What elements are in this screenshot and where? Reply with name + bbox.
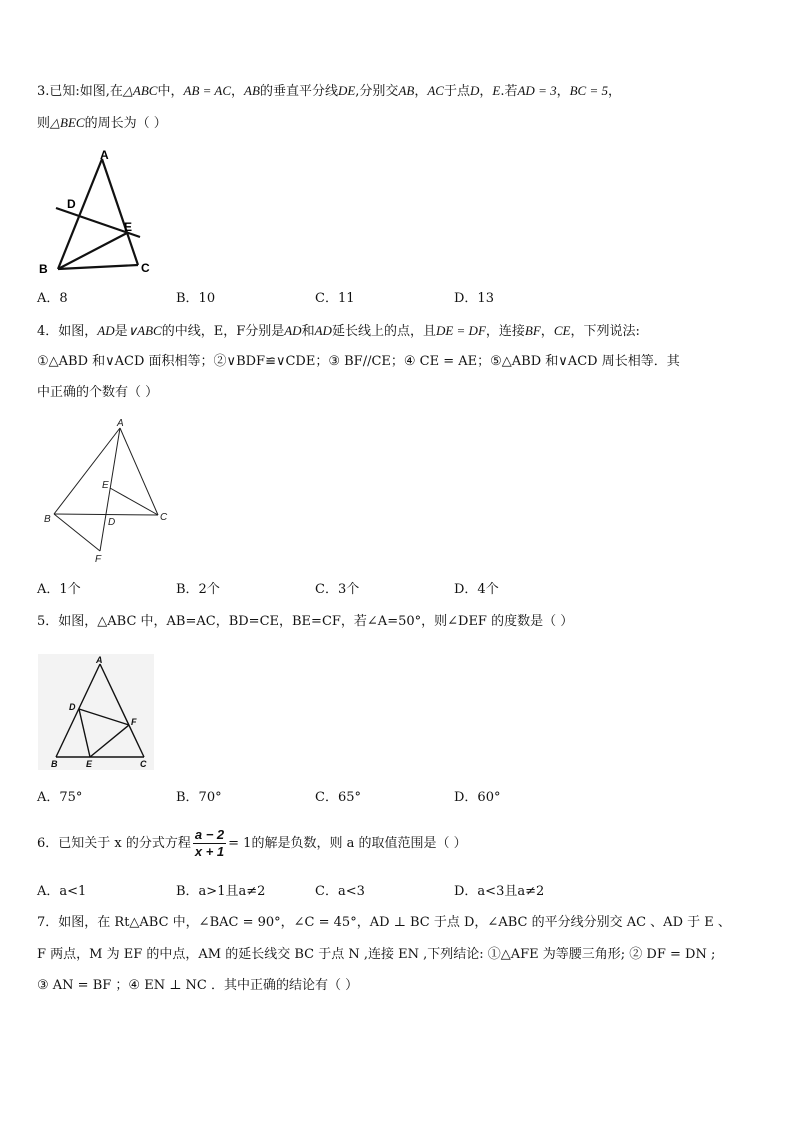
q7-text-line1: 7．如图，在 Rt△ABC 中，∠BAC = 90°，∠C = 45°，AD ⊥ BC 于点 D，∠ABC 的平分线分别交 AC 、AD 于 E 、 xyxy=(37,915,731,930)
q4-option-d[interactable]: D．4个 xyxy=(454,582,499,597)
q6-option-b[interactable]: B．a>1且a≠2 xyxy=(176,884,266,899)
q6-option-c[interactable]: C．a<3 xyxy=(315,884,365,899)
q6-option-d[interactable]: D．a<3且a≠2 xyxy=(454,884,545,899)
q4-label-e: E xyxy=(102,480,109,491)
q5-label-c: C xyxy=(140,759,147,769)
q4-label-b: B xyxy=(44,514,51,525)
q4-option-c[interactable]: C．3个 xyxy=(315,582,360,597)
q3-segment-bc xyxy=(58,265,138,269)
q5-option-a[interactable]: A．75° xyxy=(37,790,83,805)
q4-figure xyxy=(38,414,178,572)
q3-option-c[interactable]: C．11 xyxy=(315,291,355,306)
q5-option-c[interactable]: C．65° xyxy=(315,790,361,805)
q7-text-line3: ③ AN = BF ；④ EN ⊥ NC ．其中正确的结论有（ ） xyxy=(37,978,359,993)
q4-label-c: C xyxy=(160,512,168,523)
q3-label-e: E xyxy=(124,220,133,234)
q3-segment-ab xyxy=(58,159,102,269)
q3-option-b[interactable]: B．10 xyxy=(176,291,216,306)
q4-label-d: D xyxy=(108,517,116,528)
q4-label-f: F xyxy=(95,554,102,565)
q3-segment-be xyxy=(58,233,127,269)
q5-option-b[interactable]: B．70° xyxy=(176,790,222,805)
q4-segment-ce xyxy=(110,488,158,515)
q4-text-line1: 4．如图，AD是∨ABC的中线，E，F分别是AD和AD延长线上的点，且DE = DF，连接BF，CE，下列说法: xyxy=(37,323,640,339)
q4-text-line3: 中正确的个数有（ ） xyxy=(37,385,159,400)
q3-text-line1: 3.已知:如图,在△ABC中，AB = AC，AB的垂直平分线DE,分别交AB，AC于点D，E.若AD = 3，BC = 5， xyxy=(37,83,622,99)
q3-segment-ac xyxy=(102,159,138,265)
q5-text-line1: 5．如图，△ABC 中，AB=AC，BD=CE，BE=CF，若∠A=50°，则∠DEF 的度数是（ ） xyxy=(37,614,574,629)
q5-label-a: A xyxy=(96,655,103,665)
q6-fraction-denominator: x + 1 xyxy=(194,844,225,859)
q3-text-line2: 则△BEC的周长为（ ） xyxy=(37,115,167,131)
q7-text-line2: F 两点，M 为 EF 的中点，AM 的延长线交 BC 于点 N ,连接 EN ,下列结论: ①△AFE 为等腰三角形; ② DF = DN ; xyxy=(37,947,716,962)
q3-label-a: A xyxy=(100,148,109,162)
q4-label-a: A xyxy=(117,418,124,429)
q3-figure xyxy=(36,145,156,277)
q6-text-line1: 6．已知关于 x 的分式方程 $\frac{a - 2}{x + 1}$ = 1的解是负数，则 a 的取值范围是（ ） xyxy=(37,827,467,859)
q5-label-f: F xyxy=(131,717,137,727)
q4-segment-ac xyxy=(120,428,158,515)
q6-fraction-numerator: a − 2 xyxy=(194,827,225,842)
q6-option-a[interactable]: A．a<1 xyxy=(37,884,87,899)
q4-option-a[interactable]: A．1个 xyxy=(37,582,81,597)
q4-text-line2: ①△ABD 和∨ACD 面积相等；②∨BDF≌∨CDE；③ BF//CE；④ CE = AE；⑤△ABD 和∨ACD 周长相等．其 xyxy=(37,354,680,369)
q3-label-d: D xyxy=(67,197,76,211)
q4-option-b[interactable]: B．2个 xyxy=(176,582,220,597)
q3-label-b: B xyxy=(39,262,48,276)
q3-label-c: C xyxy=(141,261,150,275)
q3-option-a[interactable]: A．8 xyxy=(37,291,68,306)
q5-figure xyxy=(38,654,154,770)
q4-segment-ab xyxy=(54,428,120,514)
q5-option-d[interactable]: D．60° xyxy=(454,790,501,805)
q4-segment-bf xyxy=(54,514,100,551)
q5-label-b: B xyxy=(51,759,58,769)
q3-option-d[interactable]: D．13 xyxy=(454,291,494,306)
q5-label-e: E xyxy=(86,759,93,769)
q5-label-d: D xyxy=(69,702,76,712)
q6-fraction xyxy=(193,827,226,860)
